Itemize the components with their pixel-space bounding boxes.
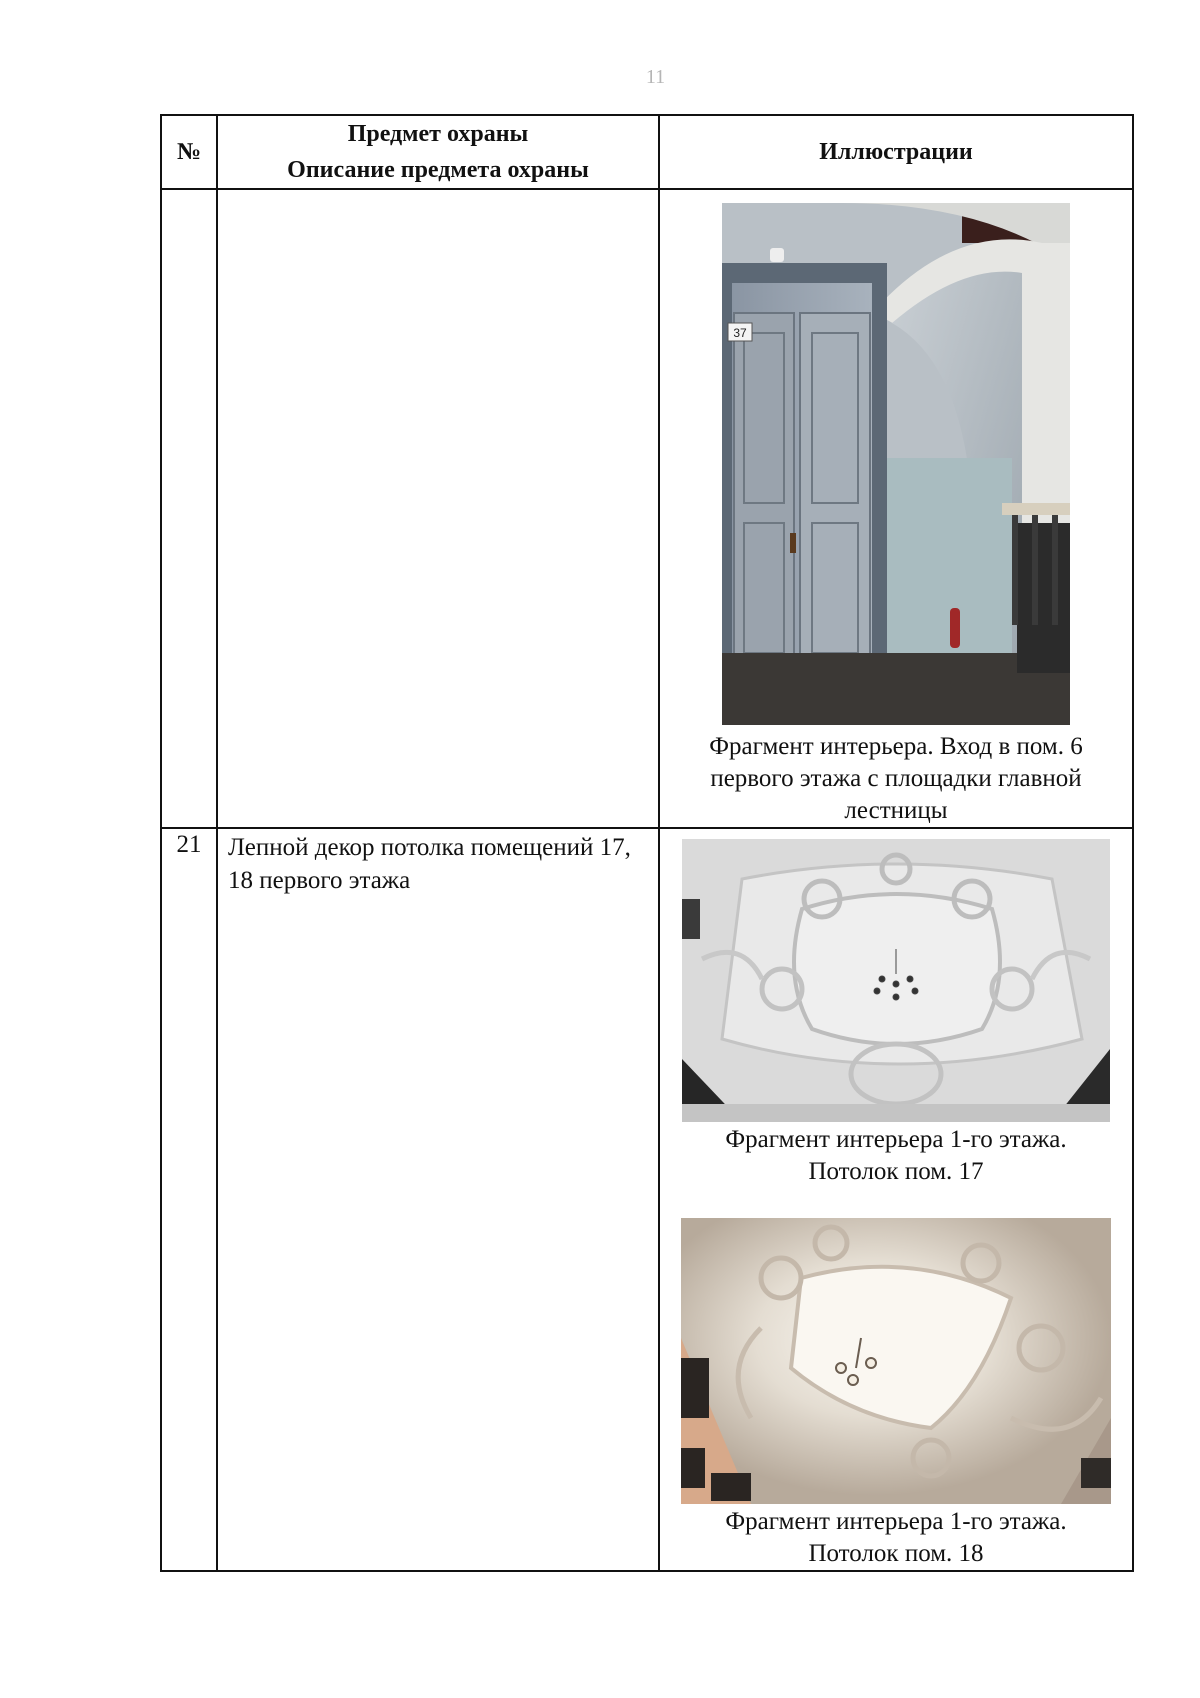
header-subject xyxy=(217,115,659,189)
table-row xyxy=(161,189,1133,828)
illustration-caption: Фрагмент интерьера 1-го этажа. Потолок пом. 17 xyxy=(725,1126,1067,1185)
interior-door-photo xyxy=(722,203,1070,725)
row-number: 21 xyxy=(161,828,217,1571)
row-description: Лепной декор потолка помещений 17, 18 первого этажа xyxy=(217,828,659,1571)
header-subject-title: Предмет охраны xyxy=(347,121,529,147)
page-number: 11 xyxy=(645,66,666,88)
table-header-row xyxy=(161,115,1133,189)
header-number: № xyxy=(161,115,217,189)
ceiling-18-photo xyxy=(681,1218,1111,1504)
illustration-caption: Фрагмент интерьера 1-го этажа. Потолок пом. 18 xyxy=(725,1508,1067,1567)
row-illustrations xyxy=(659,189,1133,828)
row-illustrations xyxy=(659,828,1133,1571)
ceiling-17-photo xyxy=(682,839,1110,1122)
header-illustrations: Иллюстрации xyxy=(659,115,1133,189)
table-row xyxy=(161,828,1133,1571)
illustration-caption: Фрагмент интерьера. Вход в пом. 6 первого этажа с площадки главной лестницы xyxy=(709,733,1083,824)
door-number-sign: 37 xyxy=(733,326,747,340)
header-subject-description: Описание предмета охраны xyxy=(287,157,589,183)
protection-table xyxy=(160,114,1134,1572)
row-description xyxy=(217,189,659,828)
row-number xyxy=(161,189,217,828)
